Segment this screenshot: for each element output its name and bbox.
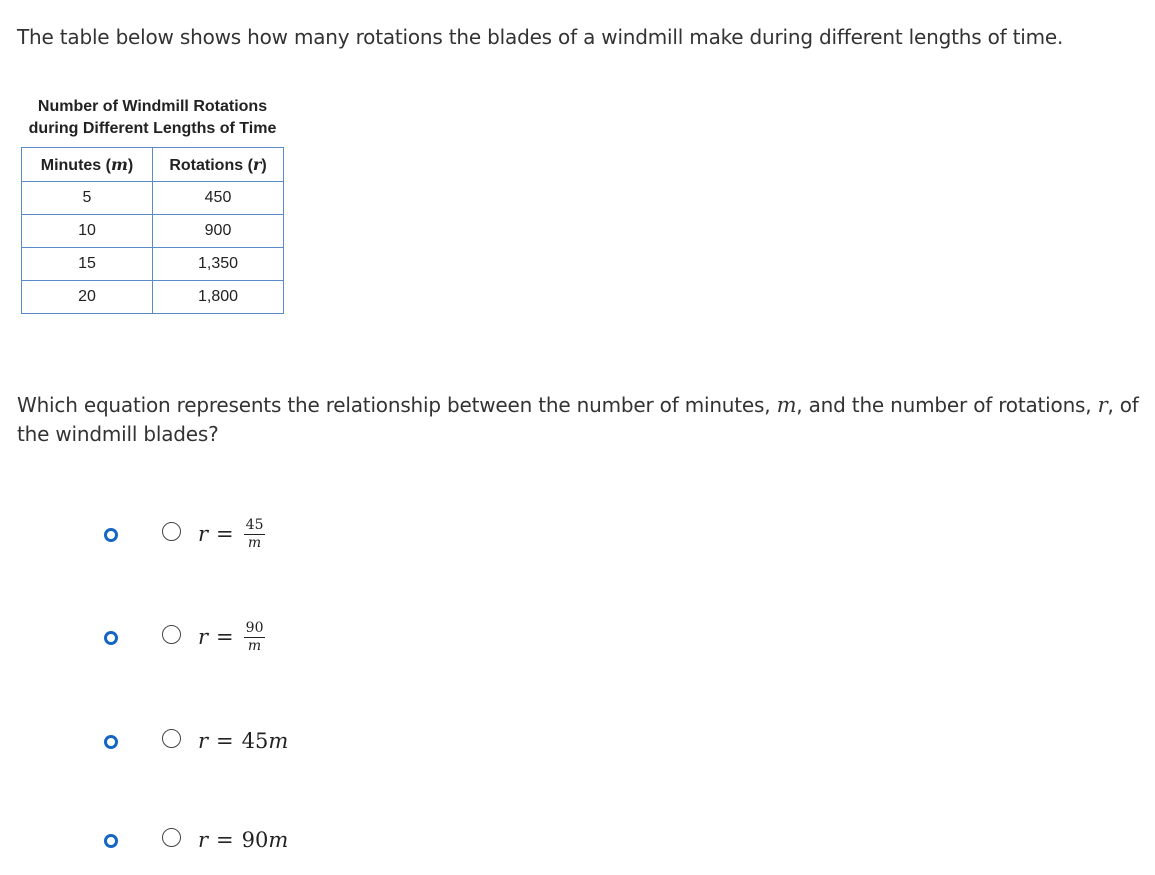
option-d-coefficient: 90 (241, 828, 269, 852)
option-a-equation (198, 514, 265, 554)
cell-minutes: 15 (22, 248, 153, 281)
option-a-fraction (244, 518, 266, 551)
table-header-row (22, 148, 284, 182)
header-rotations (153, 148, 284, 182)
table-caption-line2: during Different Lengths of Time (28, 120, 277, 137)
header-minutes-label: Minutes ( (40, 156, 111, 174)
bullet-icon (104, 735, 118, 749)
radio-button-a[interactable] (162, 522, 181, 541)
table-row (22, 281, 284, 314)
question-part2: , and the number of rotations, (796, 393, 1098, 417)
cell-rotations: 900 (153, 215, 284, 248)
option-a-numerator: 45 (245, 516, 264, 533)
header-rotations-var: r (252, 154, 262, 174)
header-minutes-var: m (110, 154, 128, 174)
option-a-denominator: m (247, 534, 262, 551)
table-caption-line1: Number of Windmill Rotations (37, 98, 268, 115)
table-row (22, 248, 284, 281)
question-text (17, 391, 1147, 449)
bullet-icon (104, 834, 118, 848)
rotations-table (21, 147, 284, 314)
header-minutes-close: ) (127, 156, 134, 174)
bullet-icon (104, 631, 118, 645)
option-b-denominator: m (247, 637, 262, 654)
header-rotations-label: Rotations ( (169, 156, 253, 174)
option-a-lhs: r (198, 522, 209, 546)
option-b-numerator: 90 (245, 619, 264, 636)
intro-text: The table below shows how many rotations the blades of a windmill make during different lengths of time. (17, 25, 1064, 49)
radio-button-c[interactable] (162, 729, 181, 748)
answer-option-d[interactable] (100, 820, 500, 860)
radio-button-b[interactable] (162, 625, 181, 644)
option-c-var: m (268, 729, 289, 753)
option-d-equation (198, 820, 288, 860)
option-b-fraction (244, 621, 266, 654)
option-b-lhs: r (198, 625, 209, 649)
cell-minutes: 5 (22, 182, 153, 215)
table-row (22, 182, 284, 215)
option-c-coefficient: 45 (241, 729, 269, 753)
table-row (22, 215, 284, 248)
cell-minutes: 10 (22, 215, 153, 248)
question-var-m: m (776, 393, 797, 417)
question-part1: Which equation represents the relationship between the number of minutes, (17, 393, 777, 417)
option-d-equals: = (216, 828, 234, 852)
option-b-equation (198, 617, 265, 657)
answer-option-b[interactable] (100, 617, 500, 657)
table-caption (16, 96, 289, 140)
question-var-r: r (1097, 393, 1108, 417)
question-part3: , of the windmill blades? (17, 393, 1139, 446)
option-b-equals: = (216, 625, 234, 649)
radio-button-d[interactable] (162, 828, 181, 847)
option-d-var: m (268, 828, 289, 852)
cell-rotations: 1,800 (153, 281, 284, 314)
answer-option-a[interactable] (100, 514, 500, 554)
bullet-icon (104, 528, 118, 542)
answer-option-c[interactable] (100, 721, 500, 761)
option-c-equation (198, 721, 288, 761)
option-a-equals: = (216, 522, 234, 546)
option-d-lhs: r (198, 828, 209, 852)
header-minutes (22, 148, 153, 182)
option-c-lhs: r (198, 729, 209, 753)
header-rotations-close: ) (261, 156, 267, 174)
cell-minutes: 20 (22, 281, 153, 314)
option-c-equals: = (216, 729, 234, 753)
cell-rotations: 1,350 (153, 248, 284, 281)
cell-rotations: 450 (153, 182, 284, 215)
